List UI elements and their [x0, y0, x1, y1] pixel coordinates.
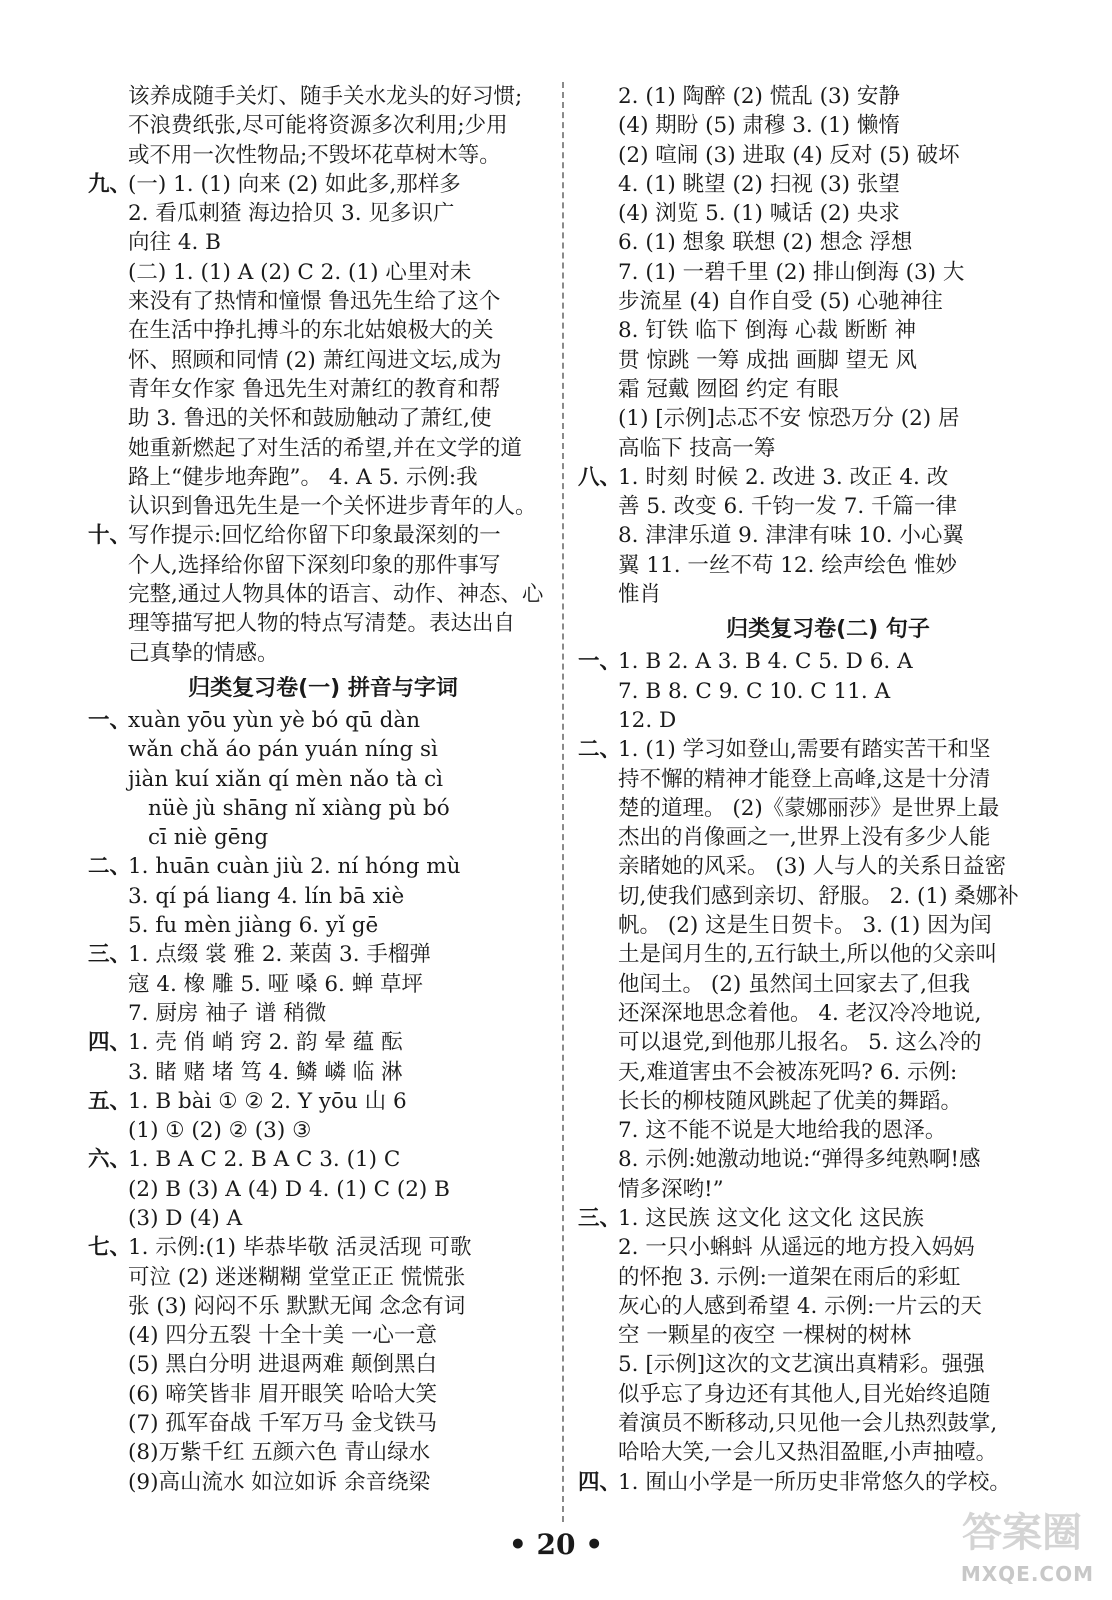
- answer-text: 7. B 8. C 9. C 10. C 11. A: [618, 678, 891, 704]
- answer-text: 长长的柳枝随风跳起了优美的舞蹈。: [618, 1088, 963, 1114]
- answer-line: [88, 287, 558, 316]
- answer-line: [578, 141, 1078, 170]
- answer-line: [88, 1321, 558, 1350]
- answer-line: [578, 375, 1078, 404]
- answer-line: [578, 1321, 1078, 1350]
- answer-line: [88, 1058, 558, 1087]
- answer-text: cī niè gēng: [148, 825, 269, 851]
- answer-line: [578, 1145, 1078, 1174]
- answer-line: [578, 580, 1078, 609]
- answer-text: 1. (1) 学习如登山,需要有踏实苦干和坚: [618, 737, 991, 763]
- answer-text: 贯 惊跳 一筹 成拙 画脚 望无 风: [618, 347, 918, 373]
- answer-line: [578, 434, 1078, 463]
- answer-text: 切,使我们感到亲切、舒服。 2. (1) 桑娜补: [618, 883, 1019, 909]
- answer-text: 的怀抱 3. 示例:一道架在雨后的彩虹: [618, 1264, 961, 1290]
- answer-text: 1. 示例:(1) 毕恭毕敬 活灵活现 可歌: [128, 1235, 472, 1261]
- answer-text: nüè jù shāng nǐ xiàng pù bó: [148, 795, 450, 821]
- answer-text: (1) ① (2) ② (3) ③: [128, 1118, 312, 1144]
- answer-line: [578, 852, 1078, 881]
- section-number: 二、: [88, 854, 132, 880]
- answer-text: 灰心的人感到希望 4. 示例:一片云的天: [618, 1293, 982, 1319]
- answer-text: 楚的道理。 (2)《蒙娜丽莎》是世界上最: [618, 795, 1000, 821]
- answer-line: [88, 463, 558, 492]
- answer-line: [578, 1409, 1078, 1438]
- answer-line: [578, 823, 1078, 852]
- answer-line: [578, 911, 1078, 940]
- answer-line: [578, 492, 1078, 521]
- answer-text: 完整,通过人物具体的语言、动作、神态、心: [128, 582, 544, 608]
- answer-text: 天,难道害虫不会被冻死吗? 6. 示例:: [618, 1059, 958, 1085]
- answer-text: 亲睹她的风采。 (3) 人与人的关系日益密: [618, 854, 1007, 880]
- answer-text: (7) 孤军奋战 千军万马 金戈铁马: [128, 1411, 437, 1437]
- answer-line: [578, 1468, 1078, 1497]
- answer-line: [578, 794, 1078, 823]
- answer-text: (一) 1. (1) 向来 (2) 如此多,那样多: [128, 171, 461, 197]
- answer-text: 怀、照顾和同情 (2) 萧红闯进文坛,成为: [128, 347, 502, 373]
- answer-text: jiàn kuí xiǎn qí mèn nǎo tà cì: [128, 766, 444, 792]
- answer-text: 来没有了热情和憧憬 鲁迅先生给了这个: [128, 289, 501, 315]
- answer-line: [88, 258, 558, 287]
- answer-line: [88, 346, 558, 375]
- answer-text: 1. B bài ① ② 2. Y yōu 山 6: [128, 1088, 407, 1114]
- answer-line: [578, 170, 1078, 199]
- answer-text: 7. 厨房 袖子 谱 稍微: [128, 1000, 327, 1026]
- answer-line: [578, 1380, 1078, 1409]
- answer-text: 1. 这民族 这文化 这文化 这民族: [618, 1205, 924, 1231]
- answer-line: [578, 199, 1078, 228]
- answer-line: [88, 823, 558, 852]
- answer-line: [88, 1409, 558, 1438]
- answer-line: [88, 940, 558, 969]
- answer-line: [88, 170, 558, 199]
- answer-line: [578, 228, 1078, 257]
- answer-line: [88, 1292, 558, 1321]
- answer-line: [88, 735, 558, 764]
- answer-text: 12. D: [618, 707, 677, 733]
- answer-text: 空 一颗星的夜空 一棵树的树林: [618, 1323, 912, 1349]
- answer-line: [88, 1468, 558, 1497]
- answer-text: 土是闰月生的,五行缺土,所以他的父亲叫: [618, 942, 998, 968]
- answer-text: 他闰土。 (2) 虽然闰土回家去了,但我: [618, 971, 970, 997]
- answer-line: [578, 1087, 1078, 1116]
- answer-text: 6. (1) 想象 联想 (2) 想念 浮想: [618, 230, 913, 256]
- watermark-logo: [954, 1512, 1104, 1592]
- page-number: • 20 •: [508, 1528, 604, 1561]
- answer-line: [578, 287, 1078, 316]
- section-heading-sentences: 归类复习卷(二) 句子: [726, 617, 930, 643]
- answer-text: 帆。 (2) 这是生日贺卡。 3. (1) 因为闰: [618, 913, 992, 939]
- section-number: 七、: [88, 1235, 132, 1261]
- answer-line: [88, 434, 558, 463]
- answer-line: [88, 492, 558, 521]
- answer-line: [88, 1116, 558, 1145]
- section-number: 八、: [578, 464, 622, 490]
- answer-text: 在生活中挣扎搏斗的东北姑娘极大的关: [128, 318, 494, 344]
- answer-text: 1. B A C 2. B A C 3. (1) C: [128, 1147, 401, 1173]
- answer-text: 青年女作家 鲁迅先生对萧红的教育和帮: [128, 376, 501, 402]
- answer-text: 杰出的肖像画之一,世界上没有多少人能: [618, 825, 991, 851]
- left-column: [88, 82, 558, 1497]
- answer-text: (8)万紫千红 五颜六色 青山绿水: [128, 1440, 431, 1466]
- answer-text: (2) 喧闹 (3) 进取 (4) 反对 (5) 破坏: [618, 142, 960, 168]
- answer-line: [578, 882, 1078, 911]
- answer-line: [578, 735, 1078, 764]
- answer-text: 1. 时刻 时候 2. 改进 3. 改正 4. 改: [618, 464, 949, 490]
- section-number: 六、: [88, 1147, 132, 1173]
- answer-text: 3. 睹 赌 堵 笃 4. 鳞 嶙 临 淋: [128, 1059, 403, 1085]
- answer-text: 5. [示例]这次的文艺演出真精彩。强强: [618, 1352, 985, 1378]
- section-number: 五、: [88, 1088, 132, 1114]
- section-number: 十、: [88, 523, 132, 549]
- answer-text: 高临下 技高一筹: [618, 435, 776, 461]
- answer-text: 1. B 2. A 3. B 4. C 5. D 6. A: [618, 649, 913, 675]
- section-number: 四、: [578, 1469, 622, 1495]
- answer-line: [88, 1438, 558, 1467]
- answer-text: (二) 1. (1) A (2) C 2. (1) 心里对未: [128, 259, 472, 285]
- answer-line: [88, 970, 558, 999]
- answer-line: [578, 1175, 1078, 1204]
- answer-text: 助 3. 鲁迅的关怀和鼓励触动了萧红,使: [128, 406, 492, 432]
- answer-line: [578, 82, 1078, 111]
- answer-line: [578, 1350, 1078, 1379]
- answer-text: 1. 点缀 裳 雅 2. 莱茵 3. 手榴弹: [128, 942, 431, 968]
- answer-line: [88, 82, 558, 111]
- answer-line: [578, 940, 1078, 969]
- section-number: 三、: [88, 942, 132, 968]
- answer-text: (4) 浏览 5. (1) 喊话 (2) 央求: [618, 201, 900, 227]
- answer-line: [578, 647, 1078, 676]
- answer-text: 己真挚的情感。: [128, 640, 279, 666]
- section-heading-pinyin: 归类复习卷(一) 拼音与字词: [188, 675, 458, 701]
- answer-text: 可以退党,到他那儿报名。 5. 这么冷的: [618, 1030, 982, 1056]
- answer-line: [88, 551, 558, 580]
- answer-line: [88, 1145, 558, 1174]
- answer-text: 情多深哟!”: [618, 1176, 724, 1202]
- answer-text: 8. 津津乐道 9. 津津有味 10. 小心翼: [618, 523, 964, 549]
- answer-line: [88, 639, 558, 668]
- answer-line: [578, 765, 1078, 794]
- answer-text: 个人,选择给你留下深刻印象的那件事写: [128, 552, 501, 578]
- watermark-logo-text: 答案圈: [962, 1510, 1082, 1556]
- answer-text: 她重新燃起了对生活的希望,并在文学的道: [128, 435, 522, 461]
- answer-line: [578, 970, 1078, 999]
- answer-line: [578, 346, 1078, 375]
- answer-text: 2. 看瓜刺猹 海边拾贝 3. 见多识广: [128, 201, 455, 227]
- answer-line: [88, 1175, 558, 1204]
- answer-text: 认识到鲁迅先生是一个关怀进步青年的人。: [128, 494, 537, 520]
- right-column: [578, 82, 1078, 1497]
- answer-text: 步流星 (4) 自作自受 (5) 心驰神往: [618, 289, 943, 315]
- answer-line: [578, 1292, 1078, 1321]
- answer-text: 2. (1) 陶醉 (2) 慌乱 (3) 安静: [618, 84, 900, 109]
- answer-line: [578, 706, 1078, 735]
- answer-text: 8. 示例:她激动地说:“弹得多纯熟啊!感: [618, 1147, 981, 1173]
- answer-line: [578, 1116, 1078, 1145]
- answer-line: [88, 375, 558, 404]
- answer-line: [578, 404, 1078, 433]
- answer-text: 1. 囿山小学是一所历史非常悠久的学校。: [618, 1469, 1011, 1495]
- answer-text: 理等描写把人物的特点写清楚。表达出自: [128, 611, 516, 637]
- answer-line: [88, 794, 558, 823]
- answer-line: [88, 1263, 558, 1292]
- answer-text: 2. 一只小蝌蚪 从遥远的地方投入妈妈: [618, 1235, 975, 1261]
- answer-line: [578, 111, 1078, 140]
- answer-text: (9)高山流水 如泣如诉 余音绕梁: [128, 1469, 431, 1495]
- answer-text: 还深深地思念着他。 4. 老汉冷冷地说,: [618, 1000, 982, 1026]
- answer-line: [578, 1263, 1078, 1292]
- section-number: 九、: [88, 171, 132, 197]
- answer-line: [88, 1028, 558, 1057]
- answer-line: [578, 677, 1078, 706]
- answer-line: [88, 1380, 558, 1409]
- answer-text: 该养成随手关灯、随手关水龙头的好习惯;: [128, 84, 523, 109]
- answer-line: [578, 1058, 1078, 1087]
- answer-line: [578, 258, 1078, 287]
- answer-text: (4) 四分五裂 十全十美 一心一意: [128, 1323, 437, 1349]
- answer-line: [88, 1204, 558, 1233]
- answer-text: 或不用一次性物品;不毁坏花草树木等。: [128, 142, 501, 168]
- section-number: 二、: [578, 737, 622, 763]
- answer-text: (2) B (3) A (4) D 4. (1) C (2) B: [128, 1176, 450, 1202]
- answer-text: xuàn yōu yùn yè bó qū dàn: [128, 707, 421, 733]
- answer-text: 7. 这不能不说是大地给我的恩泽。: [618, 1118, 947, 1144]
- answer-text: 张 (3) 闷闷不乐 默默无闻 念念有词: [128, 1293, 466, 1319]
- answer-text: 善 5. 改变 6. 千钧一发 7. 千篇一律: [618, 494, 958, 520]
- answer-text: 1. huān cuàn jiù 2. ní hóng mù: [128, 854, 461, 880]
- answer-line: [88, 111, 558, 140]
- answer-line: [88, 911, 558, 940]
- answer-line: [88, 141, 558, 170]
- watermark-site: MXQE.COM: [960, 1562, 1094, 1586]
- answer-line: [88, 1087, 558, 1116]
- answer-text: 霜 冠戴 囫囵 约定 有眼: [618, 376, 839, 402]
- answer-line: [88, 882, 558, 911]
- answer-line: [88, 199, 558, 228]
- answer-line: [578, 1438, 1078, 1467]
- answer-line: [88, 609, 558, 638]
- answer-text: 5. fu mèn jiàng 6. yǐ gē: [128, 913, 379, 939]
- answer-line: [88, 852, 558, 881]
- answer-text: 7. (1) 一碧千里 (2) 排山倒海 (3) 大: [618, 259, 965, 285]
- answer-line: [88, 1350, 558, 1379]
- answer-line: [578, 463, 1078, 492]
- answer-line: [578, 1233, 1078, 1262]
- answer-line: [578, 1028, 1078, 1057]
- answer-text: (6) 啼笑皆非 眉开眼笑 哈哈大笑: [128, 1381, 437, 1407]
- answer-line: [88, 521, 558, 550]
- answer-text: 寇 4. 橡 雕 5. 哑 嗓 6. 蝉 草坪: [128, 971, 424, 997]
- answer-text: (1) [示例]忐忑不安 惊恐万分 (2) 居: [618, 406, 960, 432]
- answer-text: 8. 钉铁 临下 倒海 心裁 断断 神: [618, 318, 917, 344]
- answer-text: 翼 11. 一丝不苟 12. 绘声绘色 惟妙: [618, 552, 958, 578]
- answer-line: [578, 551, 1078, 580]
- answer-line: [578, 521, 1078, 550]
- answer-line: [578, 999, 1078, 1028]
- answer-text: 哈哈大笑,一会儿又热泪盈眶,小声抽噎。: [618, 1440, 998, 1466]
- section-number: 一、: [578, 649, 622, 675]
- answer-line: [88, 706, 558, 735]
- answer-line: [88, 1233, 558, 1262]
- column-divider: [562, 82, 564, 1522]
- answer-text: (5) 黑白分明 进退两难 颠倒黑白: [128, 1352, 437, 1378]
- answer-line: [88, 580, 558, 609]
- answer-text: 1. 壳 俏 峭 窍 2. 韵 晕 蕴 酝: [128, 1030, 403, 1056]
- answer-line: [578, 1204, 1078, 1233]
- answer-text: 不浪费纸张,尽可能将资源多次利用;少用: [128, 113, 508, 139]
- answer-line: [578, 316, 1078, 345]
- answer-line: [88, 765, 558, 794]
- section-number: 四、: [88, 1030, 132, 1056]
- answer-line: [88, 404, 558, 433]
- answer-text: 可泣 (2) 迷迷糊糊 堂堂正正 慌慌张: [128, 1264, 466, 1290]
- answer-text: wǎn chǎ áo pán yuán níng sì: [128, 737, 438, 763]
- answer-text: 路上“健步地奔跑”。 4. A 5. 示例:我: [128, 464, 478, 490]
- answer-text: 似乎忘了身边还有其他人,目光始终追随: [618, 1381, 991, 1407]
- answer-text: 着演员不断移动,只见他一会儿热烈鼓掌,: [618, 1411, 998, 1437]
- section-number: 一、: [88, 707, 132, 733]
- answer-text: 写作提示:回忆给你留下印象最深刻的一: [128, 523, 501, 549]
- answer-text: (3) D (4) A: [128, 1205, 243, 1231]
- answer-line: [88, 316, 558, 345]
- answer-text: 向往 4. B: [128, 230, 221, 256]
- answer-text: 3. qí pá liang 4. lín bā xiè: [128, 883, 405, 909]
- answer-text: (4) 期盼 (5) 肃穆 3. (1) 懒惰: [618, 113, 900, 139]
- section-number: 三、: [578, 1205, 622, 1231]
- answer-text: 惟肖: [618, 582, 662, 608]
- answer-line: [88, 999, 558, 1028]
- answer-text: 4. (1) 眺望 (2) 扫视 (3) 张望: [618, 171, 900, 197]
- answer-text: 持不懈的精神才能登上高峰,这是十分清: [618, 766, 991, 792]
- answer-line: [88, 228, 558, 257]
